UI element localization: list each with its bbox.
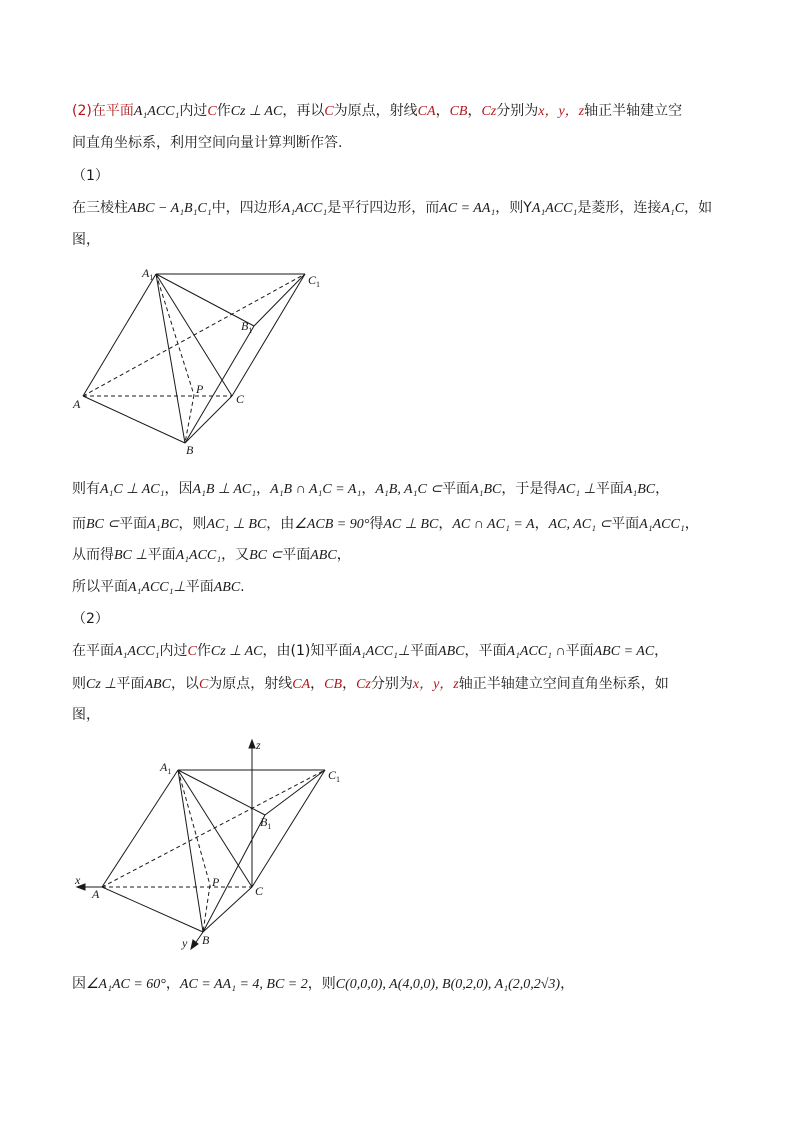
math: A₁ACC₁ [281,201,328,216]
edge-A-A1 [102,770,178,887]
label-C: C [236,392,245,406]
part-1-line-2: 图， [72,232,100,248]
text: 平面 [282,547,311,563]
edge-A1-B [178,770,203,932]
part-1-heading: （1） [72,168,109,184]
math: AC ∩ AC₁ = A [452,517,535,532]
part-2-line-3: 图， [72,707,100,723]
math: CB [324,677,343,692]
label-B: B [202,933,210,947]
text: 内过 [179,103,208,119]
text: ， [310,676,325,692]
text: 作 [196,643,211,659]
math: AC = AA₁ = 4, BC = 2 [179,977,308,992]
text: 平面 [410,643,439,659]
label-B: B [186,443,194,457]
text: ，则 [178,516,207,532]
text: ，又 [221,547,250,563]
math: A₁BC [470,482,502,497]
text: 平面 [116,676,145,692]
math: A₁ACC₁ ∩ [506,644,566,659]
text: 从而得 [72,547,114,563]
part-2-line-2 [72,674,732,695]
edge-B1-C1 [254,274,305,326]
edge-A1-C [178,770,252,887]
part-1-line-5 [72,545,732,566]
math: ABC [213,580,241,595]
text: 轴正半轴建立空间直角坐标系，如 [458,676,669,692]
text: 内过 [159,643,188,659]
text: ， [435,103,450,119]
text: ， [256,481,271,497]
text: . [240,579,245,595]
text: ，以 [170,676,199,692]
math: AC, AC₁ ⊂ [548,517,612,532]
hidden-edge-A-C1 [102,770,325,887]
text: 因 [72,976,86,992]
math: A₁B ⊥ AC₁ [192,482,257,497]
edge-A1-B [156,274,185,443]
math: CB [449,104,468,119]
text: ，于是得 [501,481,558,497]
math: A₁ACC₁⊥ [352,644,411,659]
math: A₁ACC₁ [114,644,160,659]
math: ABC [144,677,171,692]
prism-figure-2 [60,735,360,955]
math: ABC [438,644,465,659]
text: ， [336,547,351,563]
math: A₁C ⊥ AC₁ [100,482,165,497]
text: 是菱形，连接 [577,200,662,216]
part-1-line-4 [72,514,732,535]
math: A₁ACC₁ [133,104,180,119]
text: 平面 [565,643,594,659]
label-C1: $C_1$ [308,273,321,289]
label-B1: $B_1$ [260,815,272,831]
label-A: A [73,397,81,411]
text: ，由 [266,516,295,532]
label-x: x [75,873,81,887]
edge-B-C [203,887,252,932]
edge-B1-B [203,815,265,932]
math: CA [417,104,436,119]
math: CA [292,677,311,692]
text: 平面 [185,579,214,595]
label-z: z [256,738,261,752]
math: Cz ⊥ AC [230,104,283,119]
label-B1: $B_1$ [241,319,253,335]
math: A₁B ∩ A₁C = A₁ [270,482,362,497]
edge-B1-C1 [265,770,325,815]
label-C: C [255,884,264,898]
part-2-heading: （2） [72,611,109,627]
math: A₁B, A₁C ⊂ [375,482,443,497]
edge-A1-B1 [156,274,254,326]
text: 作 [216,103,231,119]
z-axis-arrow [249,740,255,748]
text: ，由(1)知平面 [262,643,353,659]
intro-line-2: 间直角坐标系，利用空间向量计算判断作答. [72,135,343,151]
text: ， [467,103,482,119]
text: 为原点，射线 [208,676,293,692]
text: ， [654,643,669,659]
math: A₁C [661,201,685,216]
text: 在平面 [72,643,114,659]
label-y: y [182,936,188,950]
math: BC ⊥ [114,548,148,563]
label-P: P [196,382,204,396]
text: 中，四边形 [211,200,282,216]
edge-C1-C [232,274,305,396]
text: ，则 [307,976,336,992]
text: 轴正半轴建立空 [584,103,683,119]
label-A: A [92,887,100,901]
math: BC ⊂ [249,548,283,563]
intro-line-1 [72,101,732,122]
math: ABC [310,548,337,563]
edge-A-A1 [83,274,156,396]
math: C [324,104,334,119]
label-A1: $A_1$ [142,266,154,282]
text: 平面 [595,481,624,497]
text: 而 [72,516,86,532]
label-P: P [212,875,220,889]
text: ，因 [164,481,193,497]
math: ∠A₁AC = 60° [86,977,166,992]
label-A1: $A_1$ [160,760,172,776]
text: (2)在平面 [72,103,134,119]
prism-figure-1 [60,260,350,460]
math: A₁ACC₁ [531,201,578,216]
text: ， [165,976,180,992]
part-1-line-3 [72,479,732,500]
text: ， [361,481,376,497]
text: ，平面 [464,643,507,659]
text: ， [342,676,357,692]
part-2-line-1 [72,641,732,662]
hidden-edge-A1-P [178,770,210,885]
math: AC₁ ⊥ [557,482,596,497]
math: x，y，z [538,104,585,119]
part-2-coordinates [72,974,732,995]
edge-A-B [83,396,185,443]
math: Cz [356,677,371,692]
text: 平面 [119,516,148,532]
hidden-edge-A-C1 [83,274,305,396]
math: BC ⊂ [86,517,120,532]
math: A₁BC [623,482,656,497]
math: C [198,677,209,692]
text: 所以平面 [72,579,128,595]
text: 平面 [611,516,640,532]
math: C [207,104,217,119]
math: ABC − A₁B₁C₁ [128,201,212,216]
math: A₁BC [147,517,179,532]
text: ，则Y [495,200,532,216]
edge-A-B [102,887,203,932]
math: A₁ACC₁ [639,517,685,532]
label-C1: $C_1$ [328,768,341,784]
text: 则有 [72,481,100,497]
text: ， [438,516,453,532]
math: AC = AA₁ [439,201,496,216]
text: ， [560,976,575,992]
math: A₁ACC₁ [175,548,222,563]
text: ，再以 [282,103,325,119]
math: AC₁ ⊥ BC [206,517,267,532]
text: ， [655,481,670,497]
math: C [187,644,197,659]
text: 在三棱柱 [72,200,128,216]
math: Cz ⊥ AC [210,644,263,659]
math: ∠ACB = 90° [294,517,370,532]
math: A₁ACC₁⊥ [128,580,186,595]
text: ， [684,516,699,532]
math: Cz ⊥ [86,677,117,692]
text: 平面 [147,547,176,563]
text: 分别为 [370,676,413,692]
part-1-conclusion [72,577,732,598]
math: ABC = AC [593,644,655,659]
math: x，y，z [412,677,459,692]
text: 则 [72,676,86,692]
math: Cz [481,104,497,119]
text: 是平行四边形，而 [327,200,440,216]
math: AC ⊥ BC [383,517,439,532]
hidden-edge-A1-P [156,274,194,395]
text: 得 [369,516,384,532]
text: 为原点，射线 [333,103,418,119]
part-1-line-1 [72,198,732,219]
text: ， [534,516,549,532]
text: 分别为 [496,103,539,119]
math: C(0,0,0), A(4,0,0), B(0,2,0), A₁(2,0,2√3) [335,977,561,992]
text: 平面 [442,481,471,497]
text: ，如 [684,200,713,216]
